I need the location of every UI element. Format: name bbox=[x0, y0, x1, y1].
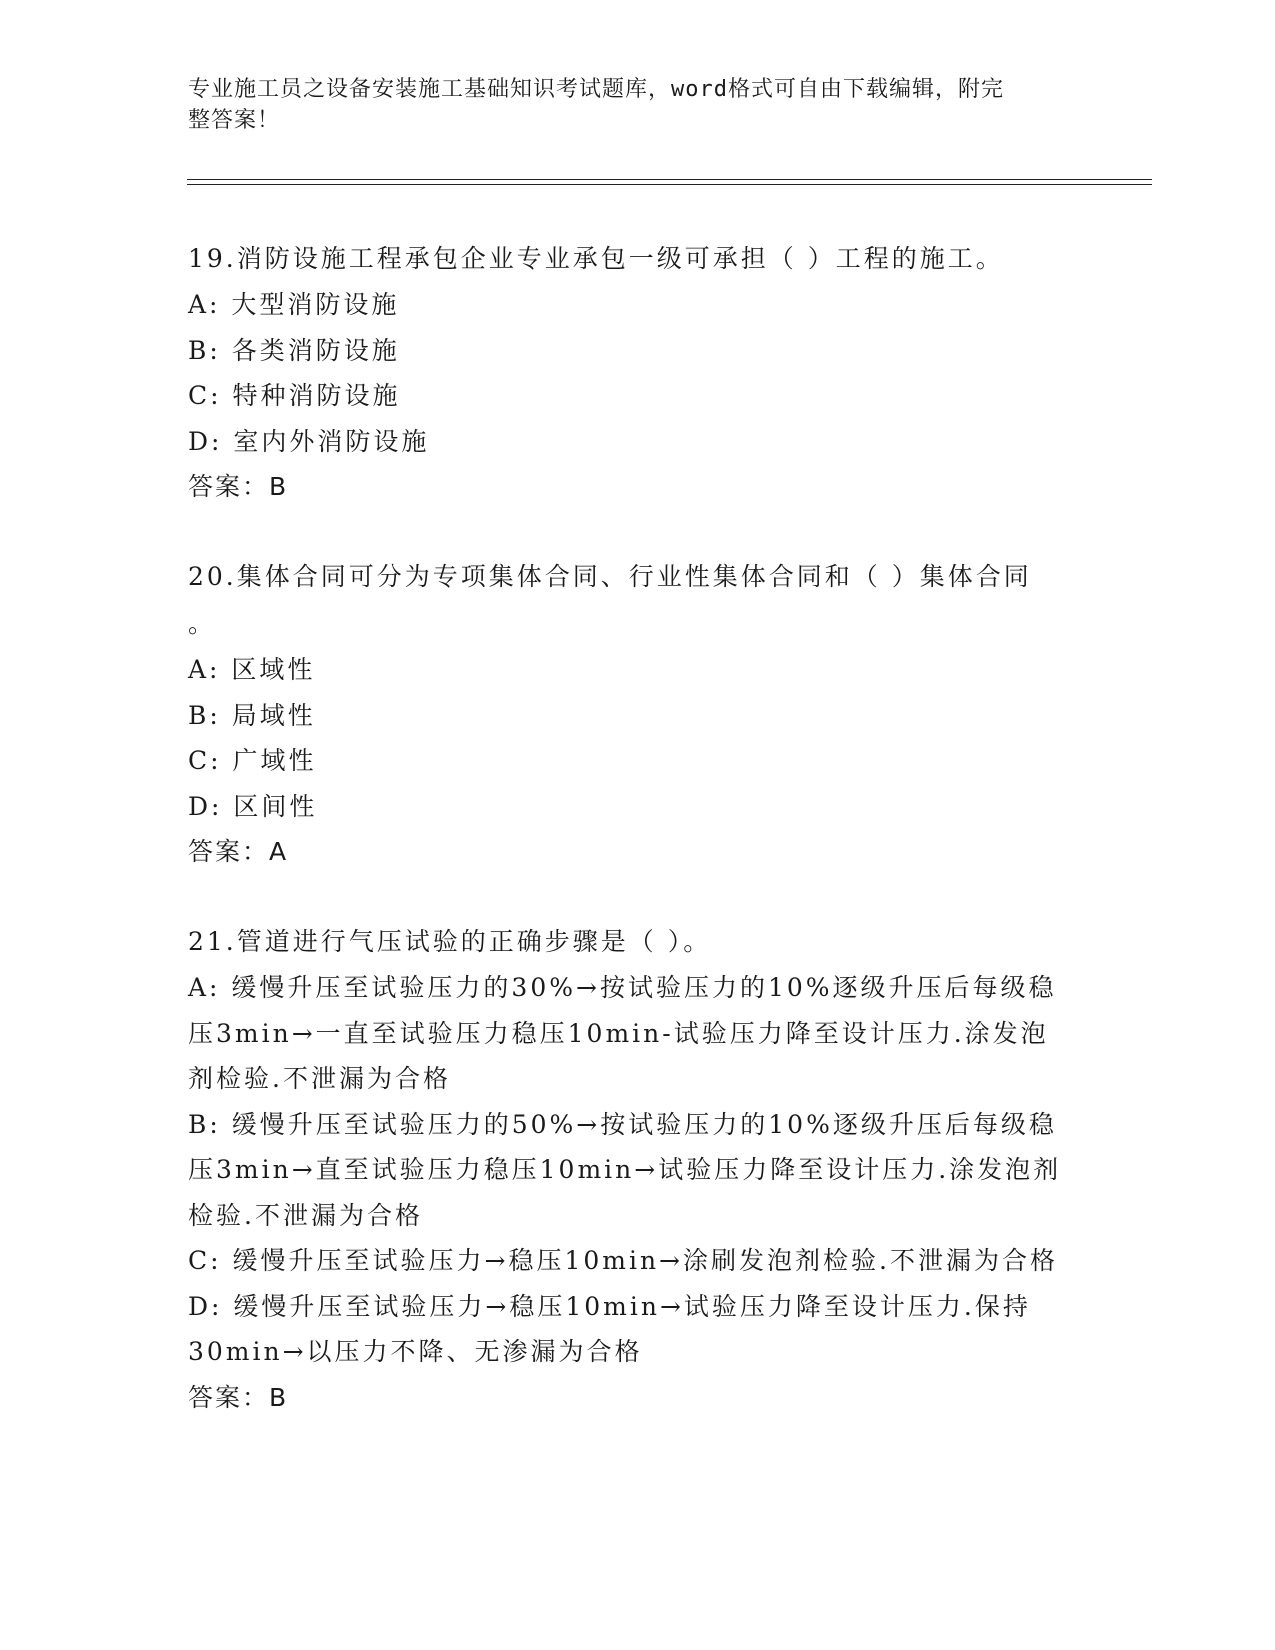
option-c: C: 缓慢升压至试验压力→稳压10min→涂刷发泡剂检验.不泄漏为合格 bbox=[188, 1246, 1058, 1275]
question-stem-continuation: 。 bbox=[188, 609, 217, 638]
option-b bbox=[188, 1102, 1088, 1239]
option-a: A: 区域性 bbox=[188, 655, 316, 684]
question-list bbox=[188, 235, 1088, 1464]
option-a bbox=[188, 965, 1088, 1102]
question-20 bbox=[188, 553, 1088, 874]
option-b: B: 各类消防设施 bbox=[188, 335, 400, 365]
option-d-line: 30min→以压力不降、无渗漏为合格 bbox=[188, 1337, 643, 1366]
answer-text: 答案：A bbox=[188, 837, 289, 866]
question-stem: 21.管道进行气压试验的正确步骤是（ ）。 bbox=[188, 927, 712, 956]
option-b-line: 压3min→直至试验压力稳压10min→试验压力降至设计压力.涂发泡剂 bbox=[188, 1155, 1062, 1184]
question-stem: 19.消防设施工程承包企业专业承包一级可承担（ ）工程的施工。 bbox=[188, 244, 1004, 273]
option-c: C: 广域性 bbox=[188, 746, 317, 775]
header-line-2: 整答案！ bbox=[188, 108, 281, 133]
option-d-line: D: 缓慢升压至试验压力→稳压10min→试验压力降至设计压力.保持 bbox=[188, 1291, 1031, 1321]
answer-text: 答案：B bbox=[188, 1382, 289, 1412]
option-a: A: 大型消防设施 bbox=[188, 290, 400, 319]
option-a-line: 压3min→一直至试验压力稳压10min-试验压力降至设计压力.涂发泡 bbox=[188, 1018, 1049, 1048]
option-d bbox=[188, 1284, 1088, 1375]
option-b: B: 局域性 bbox=[188, 700, 316, 730]
header-divider-bottom bbox=[187, 184, 1152, 185]
option-c: C: 特种消防设施 bbox=[188, 381, 401, 410]
header-divider-top bbox=[187, 179, 1152, 180]
answer-text: 答案：B bbox=[188, 472, 289, 501]
option-a-line: 剂检验.不泄漏为合格 bbox=[188, 1064, 451, 1093]
document-header bbox=[188, 74, 1068, 136]
question-stem: 20.集体合同可分为专项集体合同、行业性集体合同和（ ）集体合同 bbox=[188, 562, 1032, 591]
option-d: D: 室内外消防设施 bbox=[188, 426, 430, 456]
option-d: D: 区间性 bbox=[188, 791, 318, 821]
question-21 bbox=[188, 918, 1088, 1420]
option-b-line: 检验.不泄漏为合格 bbox=[188, 1200, 423, 1230]
option-a-line: A: 缓慢升压至试验压力的30%→按试验压力的10%逐级升压后每级稳 bbox=[188, 973, 1057, 1002]
header-line-1: 专业施工员之设备安装施工基础知识考试题库，word格式可自由下载编辑，附完 bbox=[188, 77, 1004, 102]
option-b-line: B: 缓慢升压至试验压力的50%→按试验压力的10%逐级升压后每级稳 bbox=[188, 1109, 1057, 1139]
question-19 bbox=[188, 235, 1088, 509]
